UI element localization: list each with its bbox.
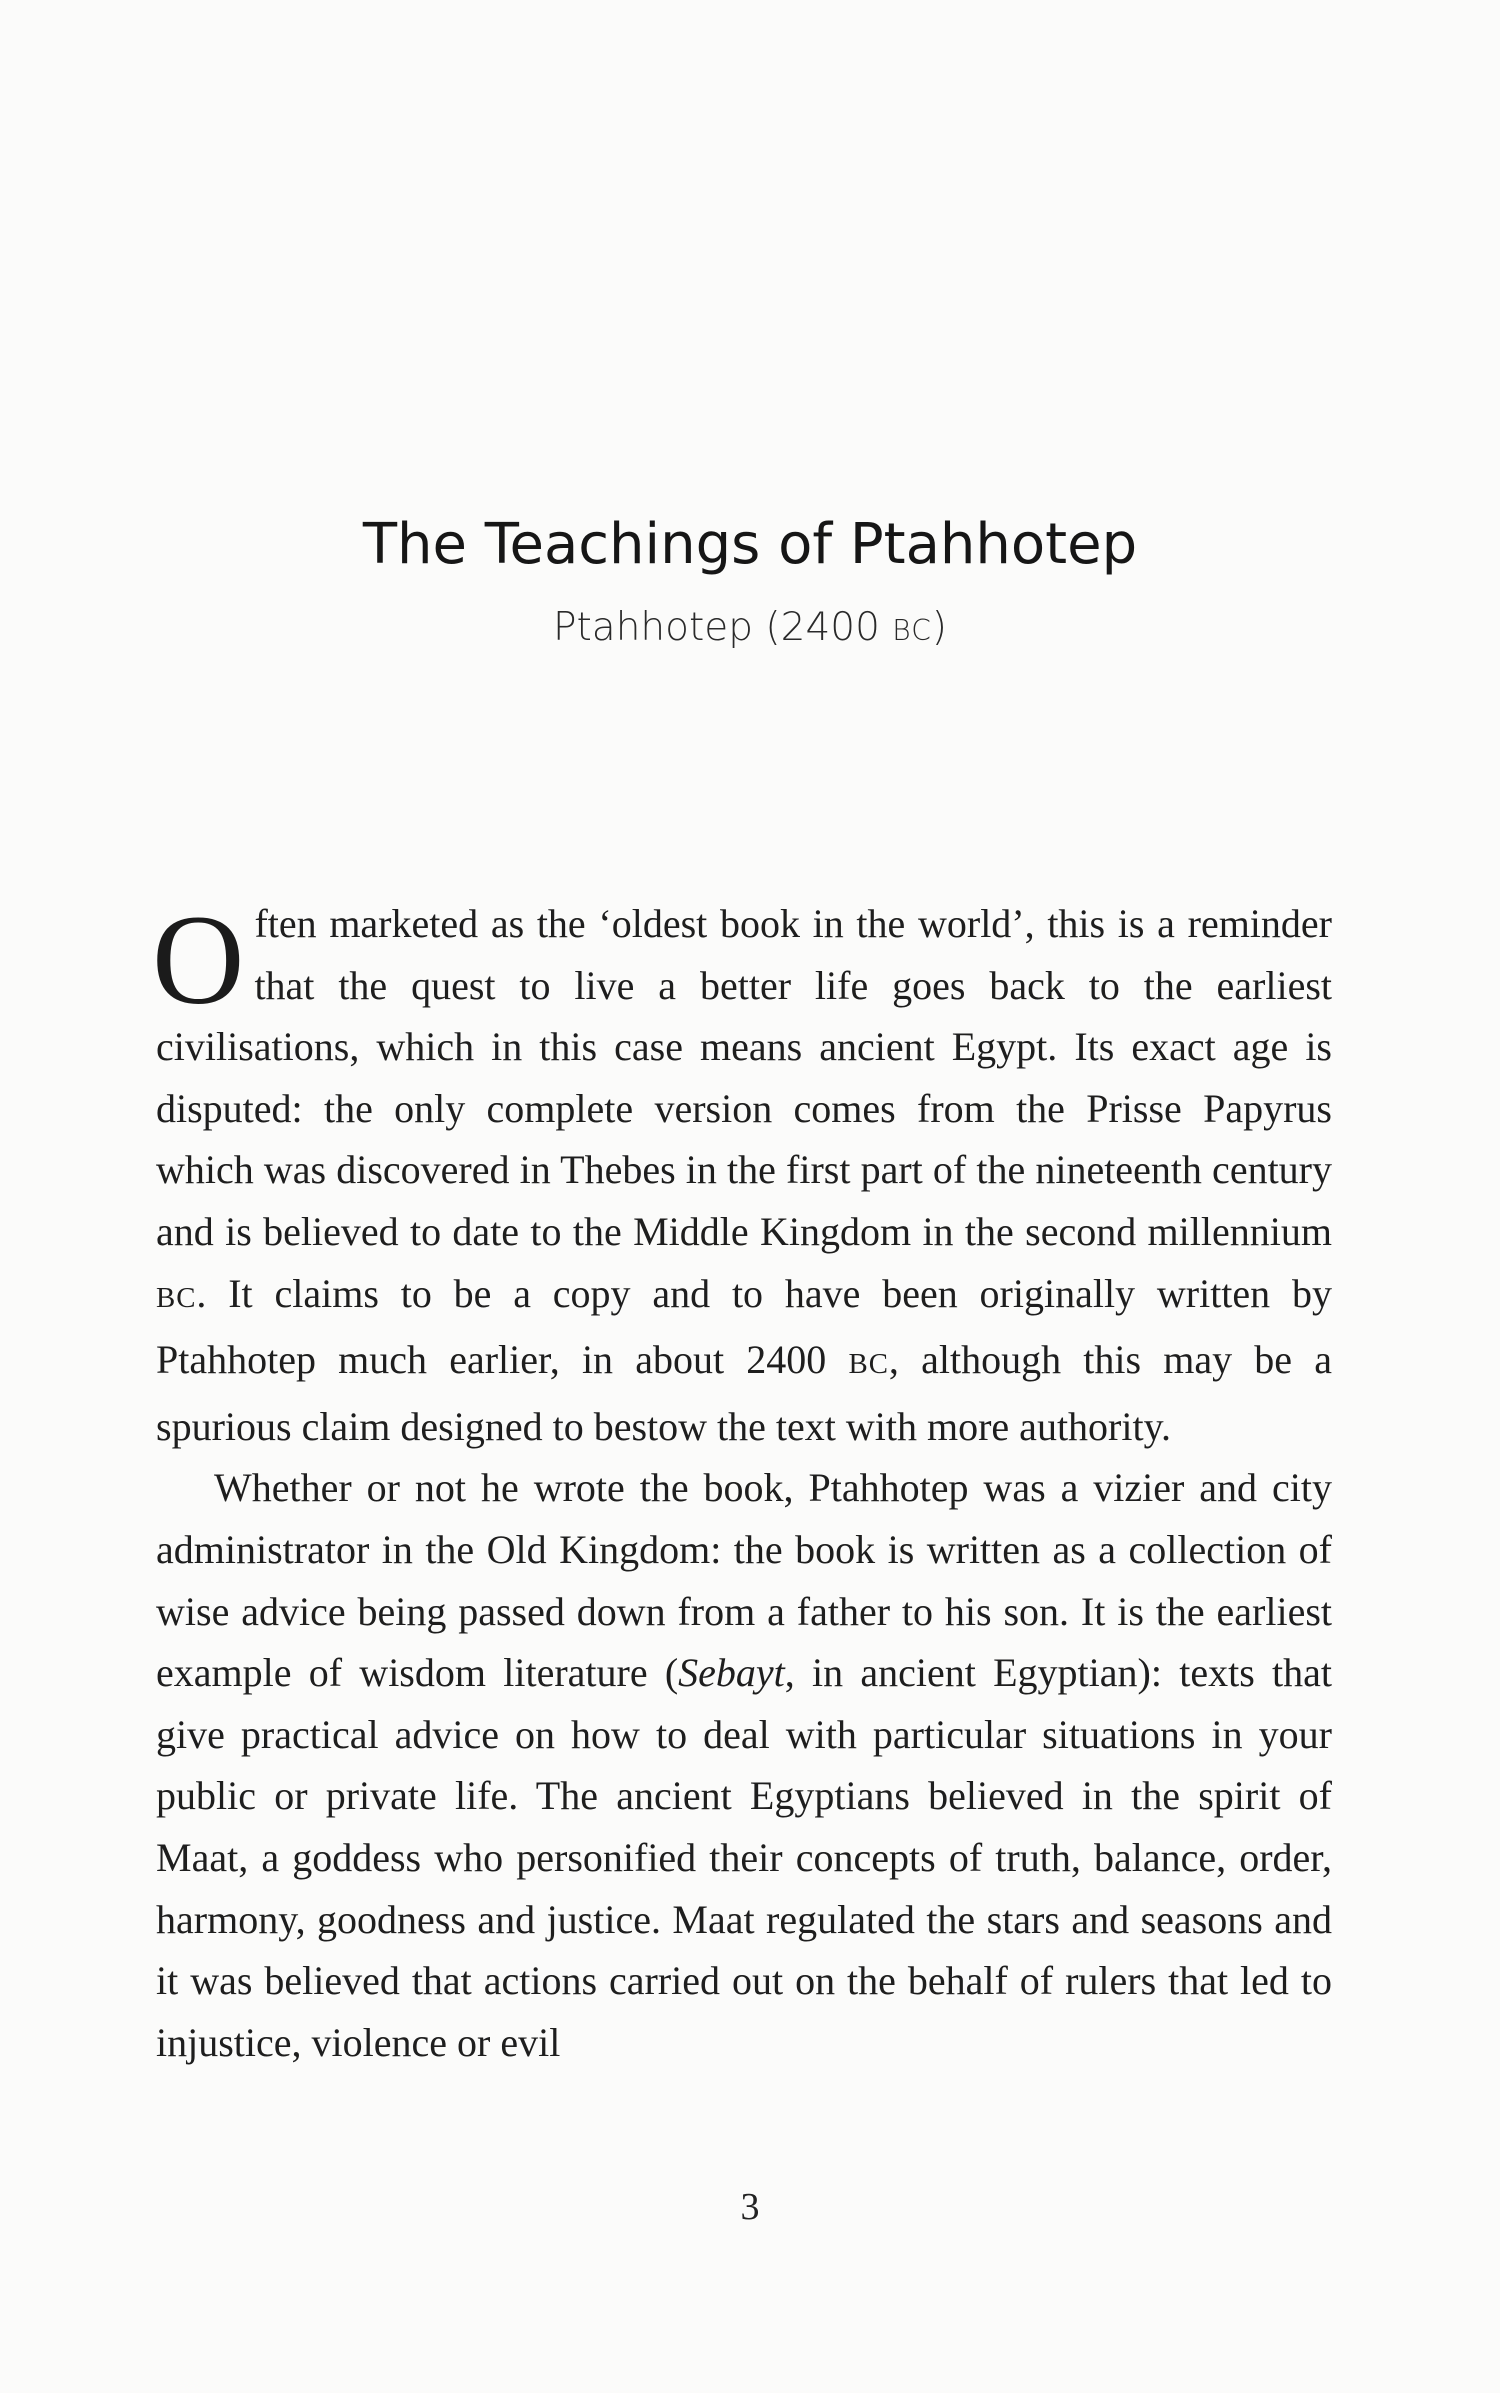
- subtitle-close: ): [931, 605, 948, 650]
- page-number: 3: [740, 2186, 760, 2228]
- subtitle-author-date: Ptahhotep (2400: [552, 605, 893, 650]
- paragraph-1-text-a: ften marketed as the ‘oldest book in the world’, this is a reminder that the quest to live a better life goes back to the earliest civilisations, which in this case means ancient Egypt. Its exact age is disputed: the only complete version comes from the Prisse Papyrus which was discovered in Thebes in the first part of the nineteenth century and is believed to date to the Middle Kingdom in the second millennium: [156, 901, 1332, 1254]
- subtitle-era: BC: [892, 614, 932, 647]
- paragraph-2: [156, 1457, 1332, 2073]
- paragraph-2-text-a: Whether or not he wrote the book, Ptahhotep was a vizier and city administrator in the Old Kingdom: the book is written as a collection of wise advice being passed down from a father to his son. It is the earliest example of wisdom literature (: [156, 1465, 1332, 1696]
- paragraph-1-text-b: . It claims to be a copy and to have been originally written by Ptahhotep much earlier, in about 2400: [156, 1270, 1332, 1383]
- sebayt-term: Sebayt: [678, 1650, 785, 1696]
- paragraph-1: [152, 889, 1332, 1457]
- drop-cap: O: [152, 889, 245, 1031]
- era-bc-2: BC: [848, 1348, 889, 1381]
- body-text: [152, 889, 1332, 2073]
- paragraph-1-text-c: , although this may be a spurious claim designed to bestow the text with more authority.: [156, 1337, 1332, 1449]
- chapter-title: The Teachings of Ptahhotep: [362, 512, 1138, 577]
- chapter-subtitle: [0, 598, 1500, 661]
- paragraph-2-text-b: , in ancient Egyptian): texts that give practical advice on how to deal with particular situations in your public or private life. The ancient Egyptians believed in the spirit of Maat, a goddess who personified their concepts of truth, balance, order, harmony, goodness and justice. Maat regulated the stars and seasons and it was believed that actions carried out on the behalf of rulers that led to injustice, violence or evil: [156, 1650, 1332, 2065]
- era-bc-1: BC: [156, 1281, 197, 1314]
